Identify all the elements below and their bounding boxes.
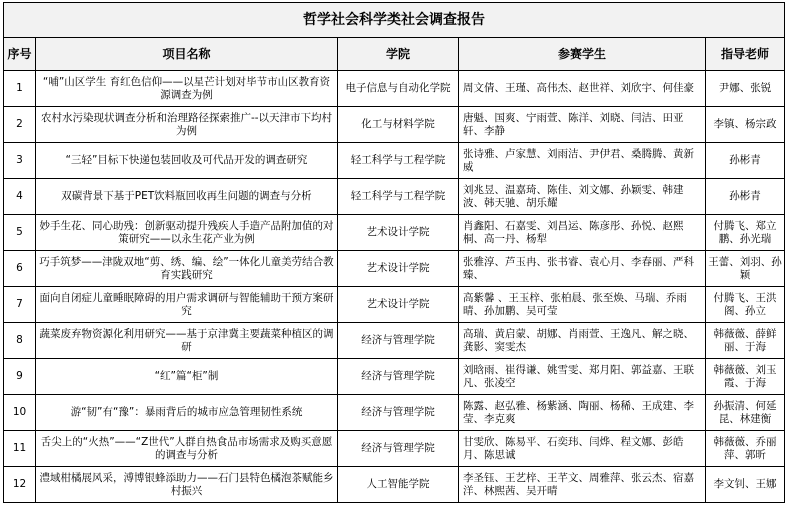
cell-advisor: 付腾飞、郑立鹏、孙光瑞	[706, 215, 785, 251]
cell-advisor: 孙彬青	[706, 143, 785, 179]
table-row	[4, 179, 785, 215]
header-advisor: 指导老师	[706, 38, 785, 71]
cell-students: 高紫馨 、王玉梓、张柏晨、张至焕、马瑞、乔雨晴、孙加鹏、吴可莹	[459, 287, 706, 323]
cell-project: 蔬菜废弃物资源化利用研究——基于京津冀主要蔬菜种植区的调研	[36, 323, 338, 359]
header-index: 序号	[4, 38, 36, 71]
cell-students: 周文倩、王瑾、高伟杰、赵世祥、刘欣宇、何佳豪	[459, 71, 706, 107]
cell-college: 轻工科学与工程学院	[338, 179, 459, 215]
cell-college: 艺术设计学院	[338, 215, 459, 251]
cell-index: 12	[4, 467, 36, 503]
cell-project: 舌尖上的“火热”——“Z世代”人群自热食品市场需求及购买意愿的调查与分析	[36, 431, 338, 467]
cell-students: 张诗雅、卢家慧、刘雨洁、尹伊君、桑腾腾、黄新威	[459, 143, 706, 179]
cell-students: 肖鑫阳、石嘉雯、刘昌运、陈彦彤、孙悦、赵熙桐、高一丹、杨犁	[459, 215, 706, 251]
cell-project: 澧域柑橘展风采，溥博银蜂添助力——石门县特色橘泡茶赋能乡村振兴	[36, 467, 338, 503]
cell-advisor: 韩薇薇、刘玉霞、于海	[706, 359, 785, 395]
cell-advisor: 尹娜、张锐	[706, 71, 785, 107]
cell-college: 艺术设计学院	[338, 287, 459, 323]
cell-advisor: 付腾飞、王洪阁、孙立	[706, 287, 785, 323]
cell-college: 经济与管理学院	[338, 323, 459, 359]
cell-index: 8	[4, 323, 36, 359]
header-college: 学院	[338, 38, 459, 71]
cell-project: 妙手生花、同心助残：创新驱动提升残疾人手造产品附加值的对策研究——以永生花产业为例	[36, 215, 338, 251]
table-row	[4, 251, 785, 287]
cell-index: 1	[4, 71, 36, 107]
header-students: 参赛学生	[459, 38, 706, 71]
cell-advisor: 王蕾、刘羽、孙颖	[706, 251, 785, 287]
cell-college: 经济与管理学院	[338, 359, 459, 395]
cell-college: 经济与管理学院	[338, 431, 459, 467]
cell-index: 4	[4, 179, 36, 215]
cell-students: 李圣钰、王艺梓、王芊文、周雅萍、张云杰、宿嘉洋、林熙茜、吴开晴	[459, 467, 706, 503]
cell-project: 农村水污染现状调查分析和治理路径探索推广--以天津市下均村为例	[36, 107, 338, 143]
cell-advisor: 韩薇薇、乔丽萍、郭昕	[706, 431, 785, 467]
table-row	[4, 323, 785, 359]
cell-index: 6	[4, 251, 36, 287]
cell-project: “哺”山区学生 育红色信仰——以星芒计划对毕节市山区教育资源调查为例	[36, 71, 338, 107]
cell-project: 面向自闭症儿童睡眠障碍的用户需求调研与智能辅助干预方案研究	[36, 287, 338, 323]
cell-index: 11	[4, 431, 36, 467]
cell-students: 刘兆昱、温嘉琦、陈佳、刘文娜、孙颖雯、韩建波、韩天驰、胡乐耀	[459, 179, 706, 215]
cell-college: 化工与材料学院	[338, 107, 459, 143]
cell-project: 双碳背景下基于PET饮料瓶回收再生问题的调查与分析	[36, 179, 338, 215]
table-title: 哲学社会科学类社会调查报告	[4, 3, 785, 38]
cell-index: 7	[4, 287, 36, 323]
report-table	[3, 2, 785, 503]
table-row	[4, 359, 785, 395]
header-row	[4, 38, 785, 71]
cell-advisor: 孙彬青	[706, 179, 785, 215]
cell-project: 巧手筑梦——津陇双地“剪、绣、编、绘”一体化儿童美劳结合教育实践研究	[36, 251, 338, 287]
cell-college: 经济与管理学院	[338, 395, 459, 431]
cell-college: 人工智能学院	[338, 467, 459, 503]
cell-college: 电子信息与自动化学院	[338, 71, 459, 107]
cell-students: 刘晗雨、崔得谦、姚雪雯、郑月阳、郭益嘉、王联凡、张凌空	[459, 359, 706, 395]
cell-advisor: 李文钊、王娜	[706, 467, 785, 503]
header-project: 项目名称	[36, 38, 338, 71]
cell-college: 艺术设计学院	[338, 251, 459, 287]
cell-college: 轻工科学与工程学院	[338, 143, 459, 179]
cell-index: 10	[4, 395, 36, 431]
cell-index: 9	[4, 359, 36, 395]
cell-students: 高瑞、黄启蒙、胡娜、肖雨萱、王逸凡、解之晓、龚影、窦雯杰	[459, 323, 706, 359]
cell-students: 甘雯欣、陈易平、石奕玮、闫烨、程文娜、彭皓月、陈思诚	[459, 431, 706, 467]
title-row	[4, 3, 785, 38]
cell-students: 陈露、赵弘雅、杨紫涵、陶丽、杨稀、王成建、李莹、李克爽	[459, 395, 706, 431]
cell-advisor: 孙振清、何延昆、林建衡	[706, 395, 785, 431]
table-row	[4, 395, 785, 431]
cell-index: 5	[4, 215, 36, 251]
table-row	[4, 215, 785, 251]
cell-advisor: 李镇、杨宗政	[706, 107, 785, 143]
table-row	[4, 107, 785, 143]
cell-project: “三轻”目标下快递包装回收及可代品开发的调查研究	[36, 143, 338, 179]
cell-index: 2	[4, 107, 36, 143]
cell-advisor: 韩薇薇、薛鲜丽、于海	[706, 323, 785, 359]
table-row	[4, 431, 785, 467]
cell-students: 张雅淳、芦玉冉、张书睿、袁心月、李春丽、严科臻、	[459, 251, 706, 287]
report-sheet	[3, 2, 784, 525]
table-row	[4, 143, 785, 179]
table-row	[4, 467, 785, 503]
table-row	[4, 287, 785, 323]
cell-students: 唐魁、国爽、宁雨萱、陈洋、刘晓、闫洁、田亚轩、李静	[459, 107, 706, 143]
table-row	[4, 71, 785, 107]
cell-project: “红”篇“柜”制	[36, 359, 338, 395]
cell-index: 3	[4, 143, 36, 179]
cell-project: 游“韧”有“豫”：暴雨背后的城市应急管理韧性系统	[36, 395, 338, 431]
